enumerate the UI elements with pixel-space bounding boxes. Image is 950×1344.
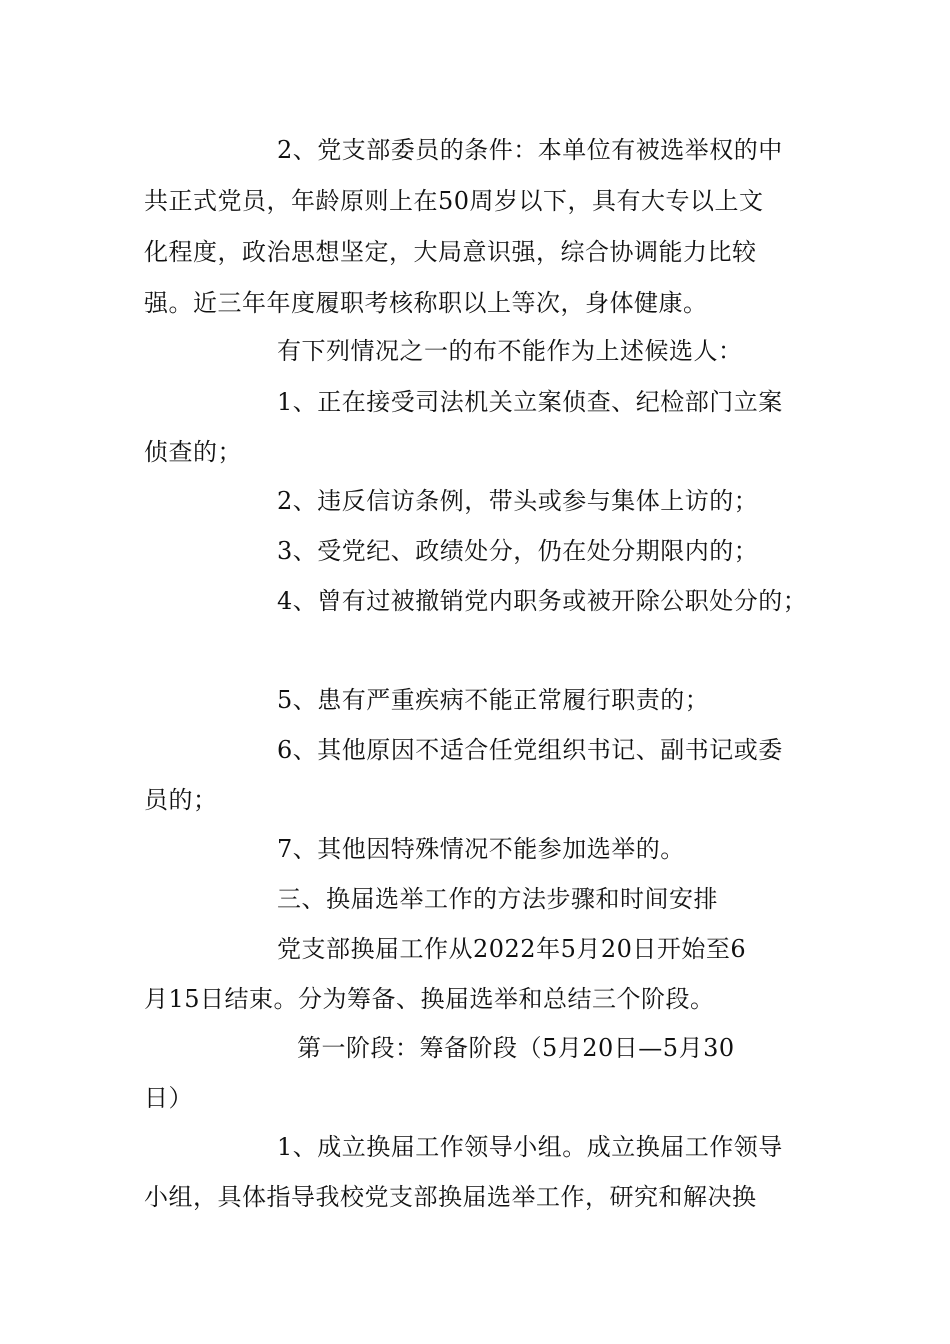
stage-heading: 日） bbox=[144, 1084, 193, 1112]
list-item-line: 2、违反信访条例，带头或参与集体上访的； bbox=[277, 487, 759, 515]
paragraph-line: 1、成立换届工作领导小组。成立换届工作领导 bbox=[277, 1133, 783, 1161]
list-item-line: 7、其他因特殊情况不能参加选举的。 bbox=[277, 835, 685, 863]
paragraph-line: 化程度，政治思想坚定，大局意识强，综合协调能力比较 bbox=[144, 238, 757, 266]
section-heading: 三、换届选举工作的方法步骤和时间安排 bbox=[277, 885, 718, 913]
paragraph-line: 2、党支部委员的条件：本单位有被选举权的中 bbox=[277, 136, 783, 164]
list-item-line: 3、受党纪、政绩处分，仍在处分期限内的； bbox=[277, 537, 759, 565]
list-item-line: 侦查的； bbox=[144, 438, 242, 466]
paragraph-line: 月15日结束。分为筹备、换届选举和总结三个阶段。 bbox=[144, 985, 715, 1013]
list-item-line: 6、其他原因不适合任党组织书记、副书记或委 bbox=[277, 736, 783, 764]
list-item-line: 1、正在接受司法机关立案侦查、纪检部门立案 bbox=[277, 388, 783, 416]
paragraph-line: 小组，具体指导我校党支部换届选举工作，研究和解决换 bbox=[144, 1183, 757, 1211]
list-item-line: 员的； bbox=[144, 786, 218, 814]
list-item-line: 4、曾有过被撤销党内职务或被开除公职处分的； bbox=[277, 587, 808, 615]
paragraph-line: 党支部换届工作从2022年5月20日开始至6 bbox=[277, 935, 747, 963]
paragraph-line: 有下列情况之一的布不能作为上述候选人： bbox=[277, 337, 743, 365]
paragraph-line: 强。近三年年度履职考核称职以上等次，身体健康。 bbox=[144, 289, 708, 317]
list-item-line: 5、患有严重疾病不能正常履行职责的； bbox=[277, 686, 710, 714]
stage-heading: 第一阶段：筹备阶段（5月20日—5月30 bbox=[297, 1034, 735, 1062]
paragraph-line: 共正式党员，年龄原则上在50周岁以下，具有大专以上文 bbox=[144, 187, 764, 215]
